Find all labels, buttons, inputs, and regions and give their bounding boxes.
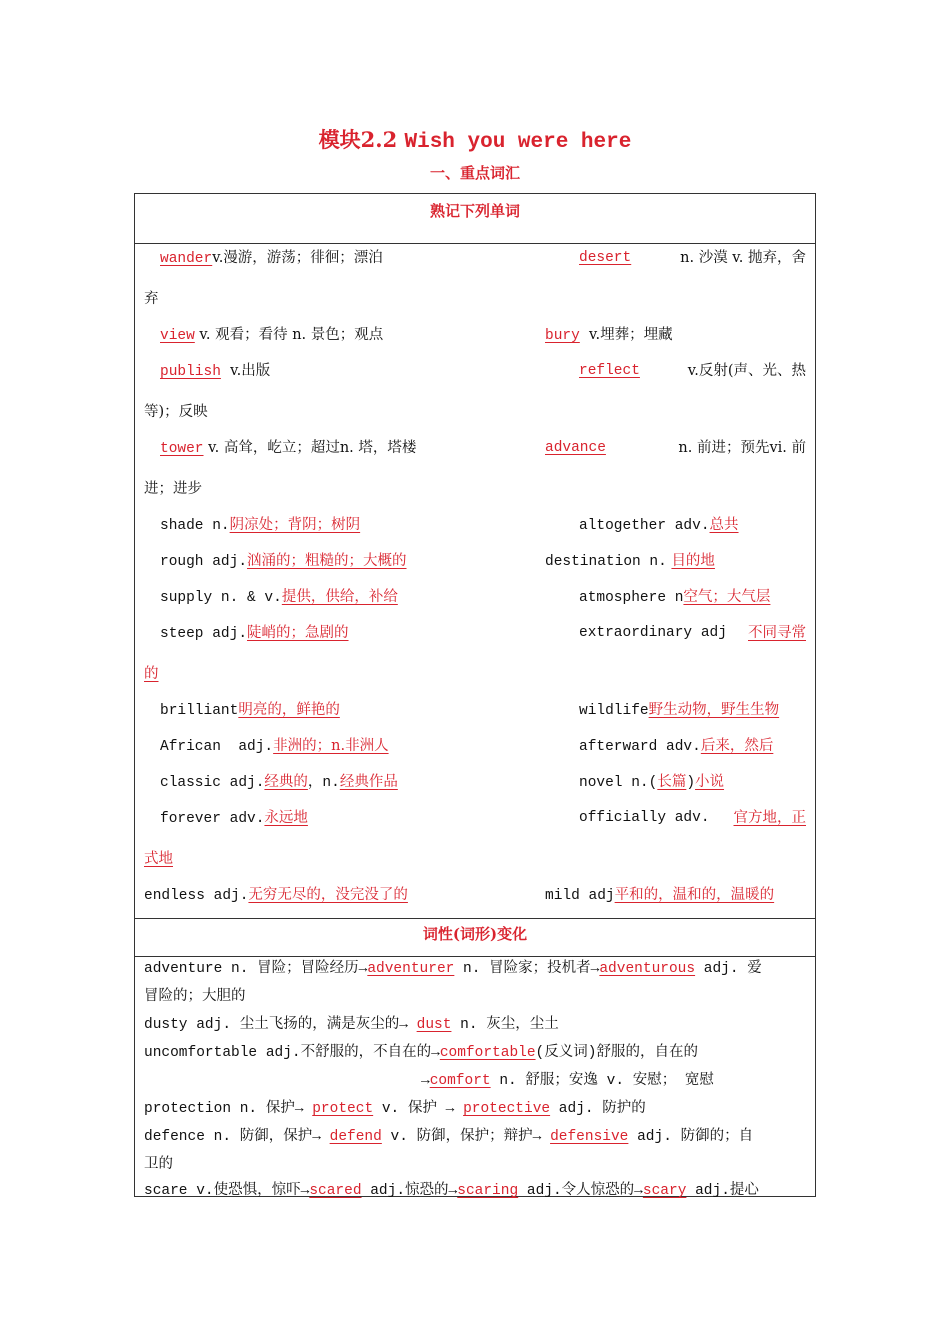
word-entry <box>545 885 774 906</box>
word-answer: 永远地 <box>264 810 308 826</box>
word-prompt: novel n.( <box>579 775 658 791</box>
word-answer: adventurous <box>599 961 696 977</box>
word-prompt: destination n. <box>545 554 667 570</box>
line-text: adj.提心 <box>686 1183 759 1199</box>
word-answer: reflect <box>579 363 640 379</box>
word-answer: 野生动物，野生生物 <box>648 702 780 718</box>
word-entry <box>160 438 416 459</box>
word-prompt: officially adv. <box>579 810 710 826</box>
word-prompt: atmosphere n <box>579 590 684 606</box>
word-entry <box>160 551 407 572</box>
word-separator: ) <box>686 775 696 791</box>
word-prompt: steep adj. <box>160 626 248 642</box>
word-prompt: mild adj <box>545 888 615 904</box>
word-definition: v.出版 <box>230 363 271 379</box>
word-prompt: wildlife <box>579 703 649 719</box>
word-family-line <box>144 1042 698 1063</box>
title-english: Wish you were here <box>404 131 632 154</box>
line-text: n. 舒服；安逸 v. 安慰； 宽慰 <box>490 1073 714 1089</box>
word-family-line <box>144 958 762 979</box>
word-definition: v. 高耸，屹立；超过n. 塔，塔楼 <box>208 440 417 456</box>
word-entry <box>545 551 715 572</box>
word-prompt: extraordinary adj <box>579 625 727 641</box>
word-answer: protective <box>463 1101 551 1117</box>
line-text: (反义词)舒服的，自在的 <box>535 1045 698 1061</box>
line-text: adventure n. 冒险；冒险经历→ <box>144 961 368 977</box>
word-answer: dust <box>416 1017 452 1033</box>
word-prompt: classic adj. <box>160 775 265 791</box>
line-text: adj. 防御的；自 <box>628 1129 754 1145</box>
word-entry <box>160 772 398 793</box>
word-answer-continued: 的 <box>144 666 159 682</box>
word-prompt: shade n. <box>160 518 230 534</box>
word-entry <box>579 623 806 643</box>
word-answer: 汹涌的；粗糙的；大概的 <box>247 553 407 569</box>
word-entry <box>160 325 383 346</box>
word-entry <box>545 325 673 346</box>
word-prompt: altogether adv. <box>579 518 710 534</box>
word-answer: 长篇 <box>657 774 687 790</box>
word-continuation: 弃 <box>144 291 159 307</box>
word-answer: 目的地 <box>671 553 715 569</box>
section2-header: 词性(词形)变化 <box>422 925 528 943</box>
word-entry <box>160 515 360 536</box>
word-answer-continued: 式地 <box>144 851 173 867</box>
word-answer: 陡峭的；急剧的 <box>247 625 349 641</box>
word-prompt: supply n. & v. <box>160 590 282 606</box>
word-prompt: African adj. <box>160 739 274 755</box>
word-definition: v.埋葬；埋藏 <box>589 327 673 343</box>
word-entry <box>579 808 806 828</box>
line-text: adj.令人惊恐的→ <box>518 1183 643 1199</box>
word-answer: 明亮的，鲜艳的 <box>238 702 340 718</box>
word-answer: desert <box>579 250 632 266</box>
word-family-line <box>144 1180 759 1201</box>
word-answer: 后来，然后 <box>700 738 774 754</box>
word-prompt: afterward adv. <box>579 739 701 755</box>
line-text: adj. 防护的 <box>550 1101 646 1117</box>
line-text: adj. 爱 <box>695 961 762 977</box>
word-entry <box>579 700 779 721</box>
word-answer: 无穷无尽的，没完没了的 <box>248 887 408 903</box>
word-prompt: forever adv. <box>160 811 265 827</box>
table-divider <box>135 956 815 957</box>
word-entry <box>579 361 806 381</box>
word-answer: scared <box>309 1183 362 1199</box>
word-family-line <box>421 1070 714 1091</box>
line-text: 冒险的；大胆的 <box>144 988 246 1004</box>
word-answer: comfortable <box>439 1045 536 1061</box>
word-family-line <box>144 1154 173 1174</box>
table-divider <box>135 243 815 244</box>
line-text: n. 灰尘，尘土 <box>451 1017 559 1033</box>
word-definition: v.漫游，游荡；徘徊；漂泊 <box>212 250 383 266</box>
line-text: v. 防御，保护；辩护→ <box>381 1129 551 1145</box>
word-family-line <box>144 1014 559 1035</box>
line-text: dusty adj. 尘土飞扬的，满是灰尘的→ <box>144 1017 417 1033</box>
line-text: uncomfortable adj.不舒服的，不自在的→ <box>144 1045 440 1061</box>
table-divider <box>135 918 815 919</box>
line-text: v. 保护 → <box>373 1101 464 1117</box>
word-answer: 空气；大气层 <box>683 589 771 605</box>
word-answer: 小说 <box>695 774 725 790</box>
section1-header: 熟记下列单词 <box>429 202 520 220</box>
word-answer: 阴凉处；背阴；树阴 <box>229 517 361 533</box>
word-entry <box>579 772 724 793</box>
word-separator: ，n. <box>307 775 340 791</box>
line-text: 卫的 <box>144 1156 173 1172</box>
word-answer: defend <box>329 1129 382 1145</box>
word-entry <box>160 361 270 382</box>
word-definition: v.反射(声、光、热 <box>687 363 806 379</box>
page-title <box>0 124 950 154</box>
word-family-line <box>144 1098 646 1119</box>
word-answer: 经典的 <box>264 774 308 790</box>
word-family-line <box>144 1126 753 1147</box>
word-continuation: 等)；反映 <box>144 404 208 420</box>
line-text: protection n. 保护→ <box>144 1101 313 1117</box>
word-entry <box>160 700 340 721</box>
word-entry <box>579 515 739 536</box>
word-definition: n. 沙漠 v. 抛弃，舍 <box>680 250 806 266</box>
word-answer: advance <box>545 440 606 456</box>
word-answer: 平和的，温和的，温暖的 <box>614 887 775 903</box>
word-answer: 不同寻常 <box>748 625 806 641</box>
word-answer: scary <box>642 1183 687 1199</box>
word-answer: bury <box>545 328 580 344</box>
vocabulary-table <box>134 193 816 1197</box>
word-entry <box>160 587 398 608</box>
word-entry <box>579 587 770 608</box>
word-answer: 提供，供给，补给 <box>281 589 398 605</box>
word-answer: publish <box>160 364 221 380</box>
word-entry <box>160 623 349 644</box>
word-definition: v. 观看；看待 n. 景色；观点 <box>199 327 384 343</box>
word-entry <box>579 248 806 268</box>
word-entry <box>160 808 308 829</box>
line-text: n. 冒险家；投机者→ <box>454 961 600 977</box>
word-answer: 总共 <box>709 517 739 533</box>
word-answer: scaring <box>457 1183 519 1199</box>
word-continuation: 进；进步 <box>144 481 202 497</box>
word-answer: adventurer <box>367 961 455 977</box>
word-answer: wander <box>160 251 213 267</box>
word-continuation <box>144 664 159 684</box>
line-text: defence n. 防御，保护→ <box>144 1129 330 1145</box>
section-subtitle: 一、重点词汇 <box>429 164 520 182</box>
line-text: scare v.使恐惧，惊吓→ <box>144 1183 310 1199</box>
word-entry <box>545 438 806 458</box>
word-answer: defensive <box>550 1129 629 1145</box>
word-prompt: brilliant <box>160 703 239 719</box>
word-answer: 官方地，正 <box>733 810 806 826</box>
word-answer: protect <box>312 1101 374 1117</box>
line-text: adj.惊恐的→ <box>361 1183 458 1199</box>
word-answer: 非洲的；n.非洲人 <box>273 738 389 754</box>
title-prefix: 模块2.2 <box>318 127 398 152</box>
word-answer: comfort <box>429 1073 491 1089</box>
word-entry <box>160 736 389 757</box>
word-prompt: endless adj. <box>144 888 249 904</box>
word-definition: n. 前进；预先vi. 前 <box>678 440 806 456</box>
word-entry <box>144 885 408 906</box>
word-prompt: rough adj. <box>160 554 248 570</box>
word-answer: tower <box>160 441 204 457</box>
line-text: → <box>421 1073 430 1089</box>
word-entry <box>160 248 383 269</box>
word-entry <box>579 736 773 757</box>
word-answer: 经典作品 <box>339 774 398 790</box>
word-family-line <box>144 986 246 1006</box>
word-answer: view <box>160 328 195 344</box>
word-continuation <box>144 849 173 869</box>
